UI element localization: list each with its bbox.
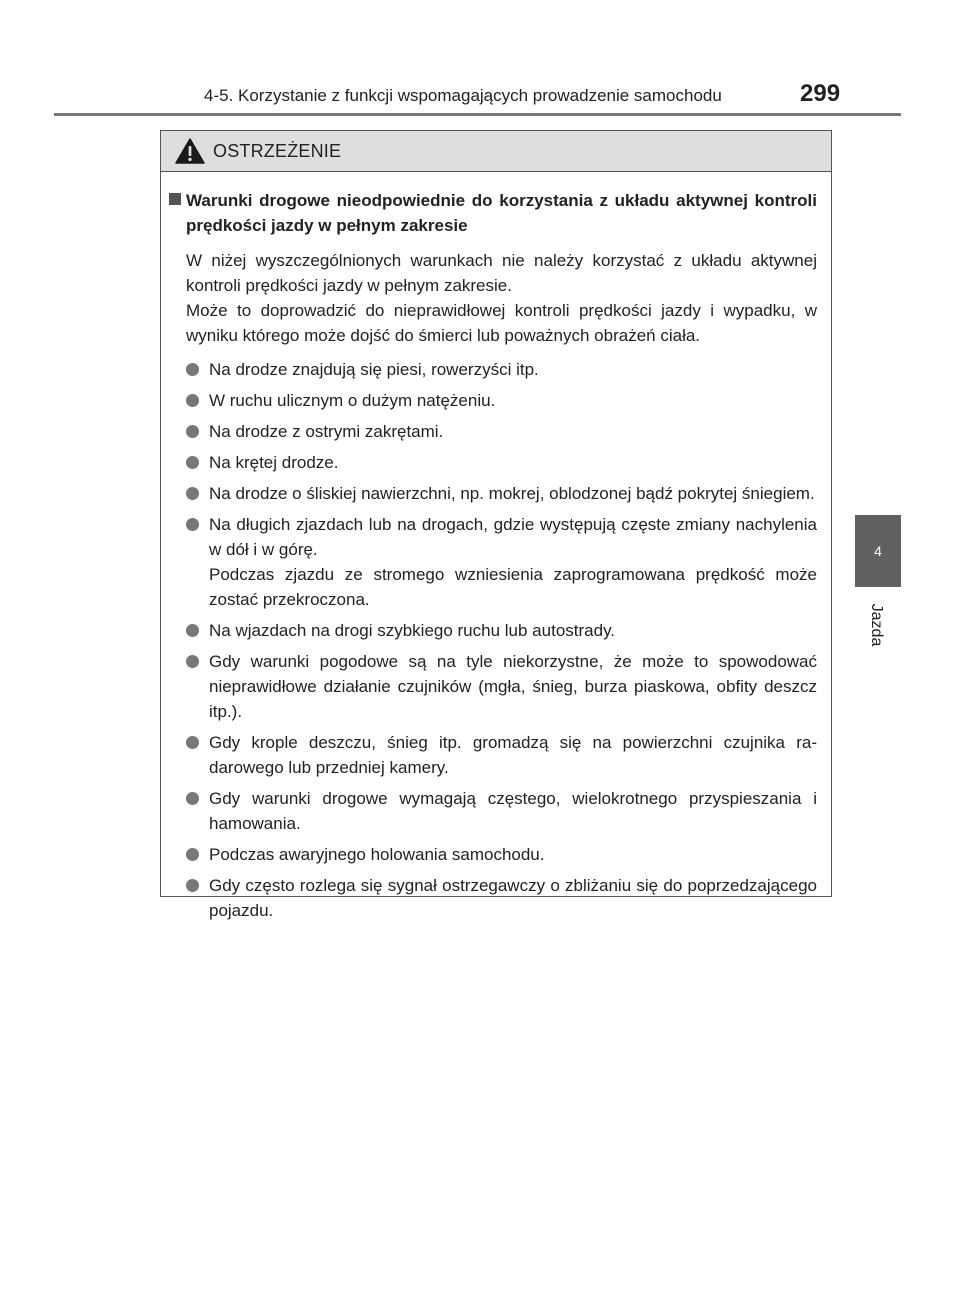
bullet-icon: [186, 456, 199, 469]
bullet-icon: [186, 624, 199, 637]
list-item: Gdy często rozlega się sygnał ostrzegawczy o zbliżaniu się do poprzedzającego pojazdu.: [186, 873, 817, 923]
condition-list: [173, 357, 817, 923]
warning-body: [161, 172, 831, 923]
intro-paragraph-2: Może to doprowadzić do nieprawidłowej kontroli prędkości jazdy i wypadku, w wyniku którego może dojść do śmierci lub poważnych obrażeń ciała.: [186, 301, 817, 345]
bullet-icon: [186, 879, 199, 892]
header-divider: [54, 113, 901, 116]
bullet-icon: [186, 736, 199, 749]
warning-box: [160, 130, 832, 920]
chapter-label-text: Jazda: [868, 603, 885, 647]
list-item: Gdy krople deszczu, śnieg itp. gromadzą się na powierzchni czujnika radarowego lub przedniej kamery.: [186, 730, 817, 780]
warning-heading-line1: Warunki drogowe nieodpowiednie do korzystania z układu aktywnej: [186, 191, 748, 210]
page-number: 299: [800, 80, 841, 107]
list-item: Gdy warunki pogodowe są na tyle niekorzystne, że może to spowodować nieprawidłowe działanie czujników (mgła, śnieg, burza piaskowa, obfity deszcz itp.).: [186, 649, 817, 724]
list-item: W ruchu ulicznym o dużym natężeniu.: [186, 388, 817, 413]
list-item-note: Podczas zjazdu ze stromego wzniesienia zaprogramowana prędkość może zostać przekroczona.: [209, 565, 817, 609]
list-item: Na wjazdach na drogi szybkiego ruchu lub autostrady.: [186, 618, 817, 643]
chapter-label: [853, 595, 899, 655]
bullet-icon: [186, 394, 199, 407]
list-item: Gdy warunki drogowe wymagają częstego, wielokrotnego przyspieszania i hamowania.: [186, 786, 817, 836]
intro-paragraph-1: W niżej wyszczególnionych warunkach nie należy korzystać z układu aktywnej kontroli prędkości jazdy w pełnym zakresie.: [186, 251, 817, 295]
warning-heading: [173, 188, 817, 238]
bullet-icon: [186, 518, 199, 531]
chapter-tab: [855, 515, 901, 587]
section-title: 4-5. Korzystanie z funkcji wspomagających prowadzenie samochodu: [204, 86, 722, 105]
list-item: Na drodze znajdują się piesi, rowerzyści itp.: [186, 357, 817, 382]
list-item: Na długich zjazdach lub na drogach, gdzie występują częste zmiany nachylenia w dół i w górę. Podczas zjazdu ze stromego wzniesienia zaprogramowana prędkość może zostać przekroczona.: [186, 512, 817, 612]
bullet-icon: [186, 655, 199, 668]
bullet-icon: [186, 425, 199, 438]
bullet-icon: [186, 848, 199, 861]
bullet-icon: [186, 792, 199, 805]
list-item: Podczas awaryjnego holowania samochodu.: [186, 842, 817, 867]
list-item: Na drodze o śliskiej nawierzchni, np. mokrej, oblodzonej bądź pokrytej śniegiem.: [186, 481, 817, 506]
chapter-number: 4: [874, 543, 882, 559]
bullet-icon: [186, 363, 199, 376]
list-item: Na krętej drodze.: [186, 450, 817, 475]
warning-title: OSTRZEŻENIE: [213, 140, 342, 161]
warning-heading-line2: kontroli prędkości jazdy w pełnym zakresie: [186, 191, 817, 235]
square-bullet-icon: [169, 193, 181, 205]
list-item: Na drodze z ostrymi zakrętami.: [186, 419, 817, 444]
bullet-icon: [186, 487, 199, 500]
warning-triangle-icon: [175, 138, 205, 164]
warning-intro: [173, 248, 817, 348]
warning-header: [161, 131, 831, 172]
